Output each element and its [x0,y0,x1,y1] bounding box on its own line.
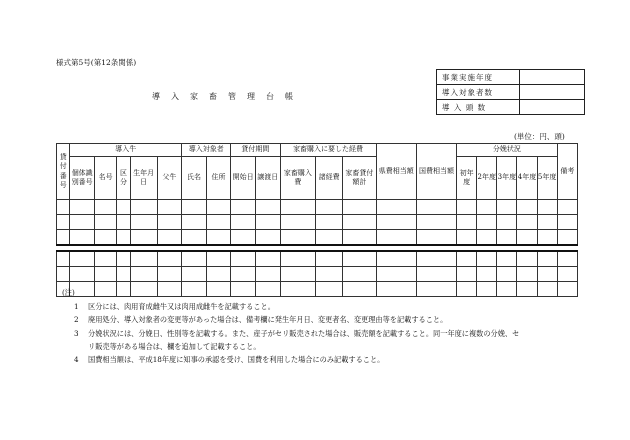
summary-row [437,85,585,100]
header-purchase-cost: 家畜購入に要した経費 [280,144,376,157]
summary-box [436,69,585,115]
summary-value-year[interactable] [520,70,585,85]
page-title: 導入家畜管理台帳 [152,92,304,101]
header-sire: 父牛 [157,157,182,200]
header-person-name: 氏名 [182,157,207,200]
header-loan-number: 貸付番号 [57,144,70,200]
note-item [62,313,582,326]
header-transfer-date: 譲渡日 [255,157,280,200]
note-text: 国費相当額は、平成18年度に知事の承認を受け、国費を利用した場合にのみ記載すること。 [88,355,385,365]
table-row [57,251,578,267]
summary-label-year: 事業実施年度 [437,70,520,85]
header-loan-period: 貸付期間 [231,144,280,157]
table-row [57,200,578,215]
note-text: リ販売等がある場合は、欄を追加して記載すること。 [88,341,261,351]
note-number: 3 [74,328,79,338]
header-calving: 分娩状況 [457,144,558,157]
header-year4: 4年度 [517,157,537,200]
note-item [62,300,582,313]
header-remarks: 備考 [557,144,577,200]
summary-row [437,100,585,115]
table-row [57,267,578,282]
form-number: 様式第5号(第12条関係) [56,58,137,67]
header-year1: 初年度 [457,157,477,200]
note-text: 区分には、肉用育成雌牛又は肉用成雌牛を記載すること。 [88,302,275,312]
notes-title: (注) [62,288,75,297]
header-start-date: 開始日 [231,157,256,200]
header-pref-share: 県費相当額 [376,144,416,200]
note-number: 4 [74,355,79,365]
ledger-table [56,143,578,297]
note-item [62,327,582,340]
header-misc-cost: 諸経費 [316,157,343,200]
table-row [57,230,578,246]
summary-row [437,70,585,85]
unit-note: (単位：円、頭) [514,132,565,141]
header-individual-id: 個体識別番号 [70,157,95,200]
notes-section [62,286,582,366]
summary-value-recipients[interactable] [520,85,585,100]
note-number: 1 [74,302,79,312]
header-row-sub [57,157,578,200]
header-national-share: 国費相当額 [416,144,456,200]
header-purchase-price: 家畜購入費 [280,157,316,200]
header-recipient: 導入対象者 [182,144,231,157]
header-year3: 3年度 [497,157,517,200]
summary-value-head-count[interactable] [520,100,585,115]
note-text: 廃用処分、導入対象者の変更等があった場合は、備考欄に発生年月日、変更者名、変更理由等を記載すること。 [88,315,448,325]
summary-label-recipients: 導入対象者数 [437,85,520,100]
header-birth-date: 生年月日 [130,157,157,200]
header-loan-amount: 家畜貸付額計 [343,157,377,200]
note-item [62,353,582,366]
header-category: 区分 [117,157,130,200]
header-row-groups [57,144,578,157]
note-item-continued [62,340,582,353]
header-year2: 2年度 [477,157,497,200]
note-number: 2 [74,315,79,325]
header-name: 名号 [94,157,116,200]
table-row [57,215,578,230]
header-address: 住所 [206,157,231,200]
header-introduced-cattle: 導入牛 [70,144,182,157]
note-text: 分娩状況には、分娩日、性別等を記載する。また、産子がセリ販売された場合は、販売額を記載すること。同一年度に複数の分娩、セ [88,328,520,338]
header-year5: 5年度 [537,157,557,200]
summary-label-head-count: 導 入 頭 数 [437,100,520,115]
